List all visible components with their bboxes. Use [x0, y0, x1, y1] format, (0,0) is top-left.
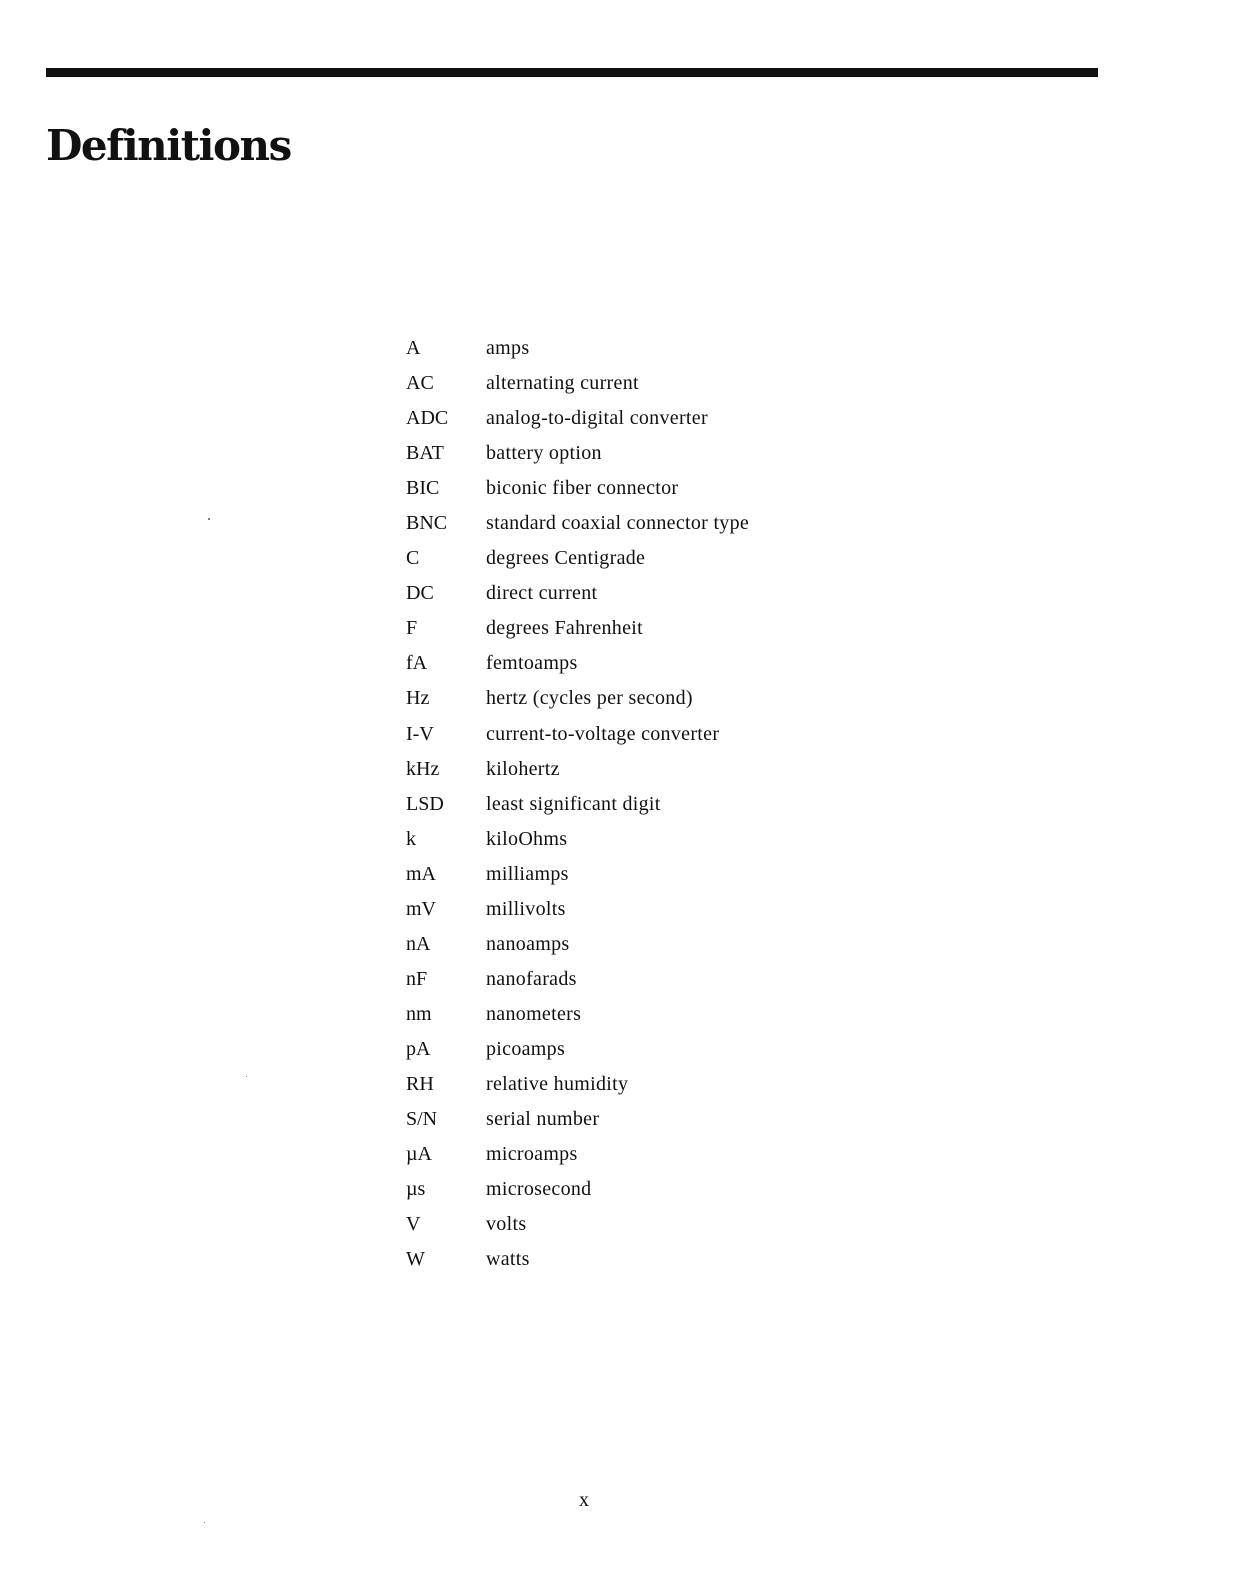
- definition-meaning: femtoamps: [486, 652, 578, 675]
- definition-meaning: nanometers: [486, 1002, 582, 1025]
- definition-meaning: microsecond: [486, 1178, 592, 1201]
- definition-term: k: [406, 827, 416, 850]
- definition-term: nF: [406, 967, 428, 990]
- definition-meaning: direct current: [486, 582, 598, 605]
- definition-term: C: [406, 547, 420, 570]
- definition-meaning: microamps: [486, 1143, 578, 1166]
- definition-term: kHz: [406, 757, 440, 780]
- definition-meaning: least significant digit: [486, 792, 661, 815]
- definition-meaning: alternating current: [486, 372, 639, 395]
- definition-row: [406, 999, 926, 1034]
- definition-row: [406, 473, 926, 508]
- definition-row: [406, 719, 926, 754]
- definition-row: [406, 1139, 926, 1174]
- definition-row: [406, 1104, 926, 1139]
- definition-meaning: biconic fiber connector: [486, 477, 679, 500]
- definition-meaning: amps: [486, 337, 530, 359]
- definition-row: [406, 648, 926, 683]
- definition-term: BNC: [406, 512, 448, 535]
- definition-term: S/N: [406, 1108, 438, 1131]
- definition-term: nm: [406, 1002, 432, 1025]
- definition-row: [406, 438, 926, 473]
- definition-term: BAT: [406, 442, 444, 465]
- definition-meaning: picoamps: [486, 1037, 566, 1060]
- definition-meaning: relative humidity: [486, 1072, 629, 1095]
- definition-meaning: standard coaxial connector type: [486, 512, 750, 535]
- definition-term: pA: [406, 1037, 431, 1060]
- definition-meaning: analog-to-digital converter: [486, 407, 708, 430]
- definition-term: BIC: [406, 477, 440, 500]
- definition-term: mV: [406, 897, 436, 920]
- definition-meaning: kiloOhms: [486, 827, 568, 850]
- definition-term: ADC: [406, 407, 449, 430]
- definition-meaning: hertz (cycles per second): [486, 687, 693, 710]
- definition-row: [406, 789, 926, 824]
- definition-meaning: serial number: [486, 1108, 600, 1131]
- definition-row: [406, 754, 926, 789]
- page-title: Definitions: [46, 121, 291, 170]
- definition-meaning: degrees Fahrenheit: [486, 617, 644, 640]
- definition-row: [406, 368, 926, 403]
- definition-meaning: kilohertz: [486, 757, 560, 780]
- definition-row: [406, 578, 926, 613]
- definition-term: Hz: [406, 687, 430, 710]
- definition-row: [406, 1034, 926, 1069]
- definition-meaning: degrees Centigrade: [486, 547, 646, 570]
- definition-meaning: watts: [486, 1248, 530, 1271]
- definition-term: V: [406, 1213, 421, 1236]
- definition-row: [406, 894, 926, 929]
- top-rule: [46, 68, 1098, 77]
- definition-meaning: battery option: [486, 442, 602, 465]
- definition-meaning: nanoamps: [486, 932, 570, 955]
- definition-meaning: current-to-voltage converter: [486, 722, 720, 745]
- definition-row: [406, 403, 926, 438]
- definition-row: [406, 613, 926, 648]
- definition-row: [406, 543, 926, 578]
- definition-term: DC: [406, 582, 434, 605]
- definition-meaning: volts: [486, 1213, 527, 1236]
- definition-row: [406, 929, 926, 964]
- scan-speck: [208, 518, 210, 520]
- definition-row: [406, 1244, 926, 1279]
- definition-row: [406, 683, 926, 718]
- definition-term: I-V: [406, 722, 434, 745]
- definition-row: [406, 1209, 926, 1244]
- definition-term: mA: [406, 862, 436, 885]
- definition-meaning: nanofarads: [486, 967, 577, 990]
- definition-term: µA: [406, 1143, 432, 1166]
- definition-row: [406, 1069, 926, 1104]
- scan-speck: [204, 1522, 205, 1523]
- definition-row: [406, 333, 926, 368]
- definition-term: RH: [406, 1072, 434, 1095]
- definition-term: A: [406, 337, 421, 359]
- definition-term: LSD: [406, 792, 444, 815]
- definition-meaning: millivolts: [486, 897, 566, 920]
- definition-row: [406, 964, 926, 999]
- definition-term: nA: [406, 932, 431, 955]
- definition-row: [406, 859, 926, 894]
- definitions-list: [406, 333, 926, 1279]
- definition-row: [406, 824, 926, 859]
- definition-term: AC: [406, 372, 434, 395]
- definition-meaning: milliamps: [486, 862, 569, 885]
- definition-term: fA: [406, 652, 428, 675]
- definition-term: W: [406, 1248, 425, 1271]
- scan-speck: [246, 1076, 247, 1077]
- definition-term: F: [406, 617, 418, 640]
- definition-term: µs: [406, 1178, 426, 1201]
- definition-row: [406, 508, 926, 543]
- page-number: x: [579, 1489, 589, 1511]
- definition-row: [406, 1174, 926, 1209]
